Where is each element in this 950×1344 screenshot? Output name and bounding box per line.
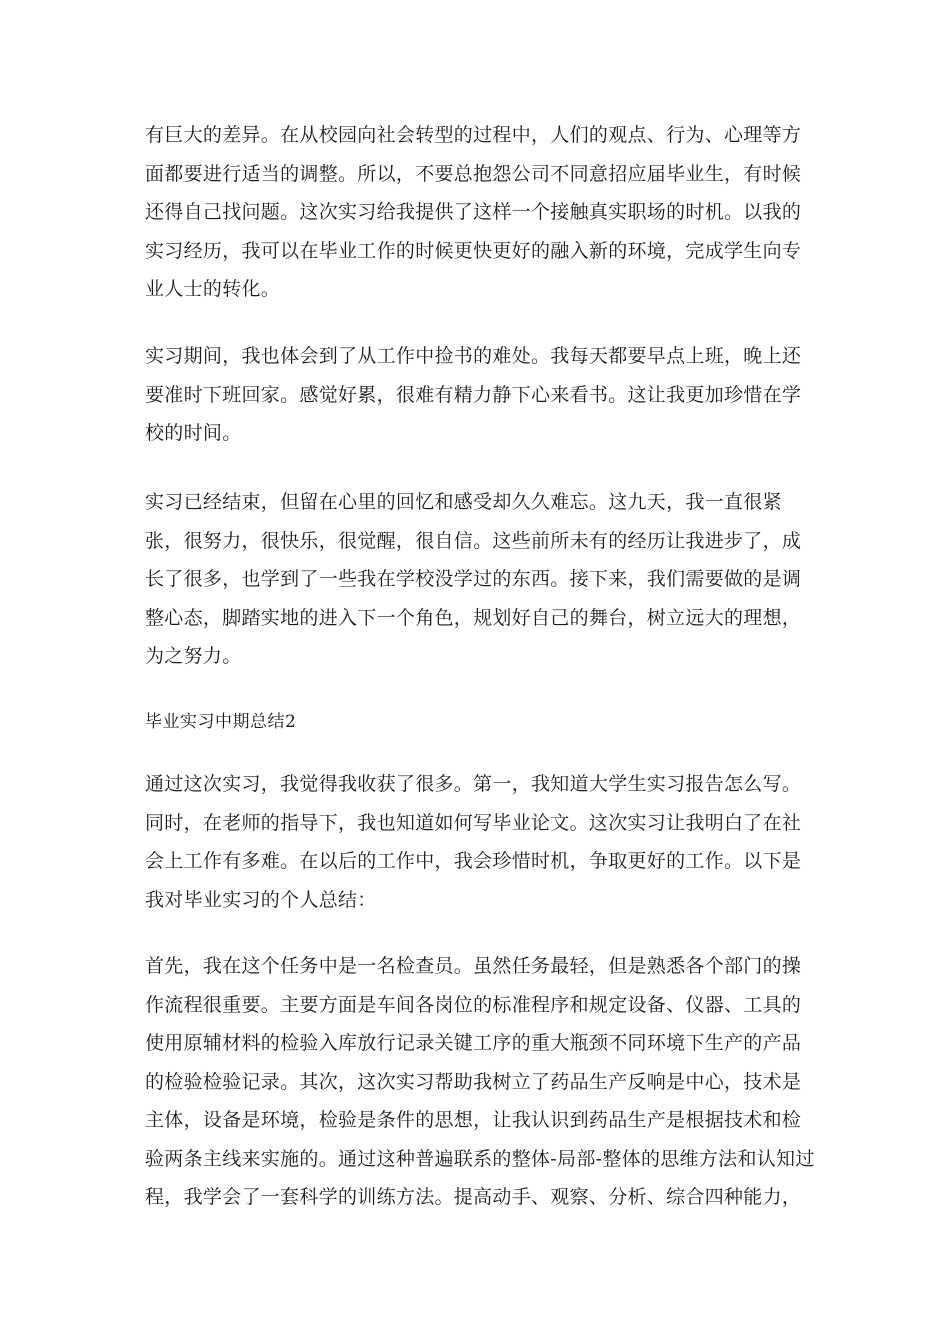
paragraph-internship-ended: 实习已经结束，但留在心里的回忆和感受却久久难忘。这九天，我一直很紧张，很努力，很快乐，很觉醒，很自信。这些前所未有的经历让我进步了，成长了很多，也学到了一些我在学校没学过的东西。接下来，我们需要做的是调整心态，脚踏实地的进入下一个角色，规划好自己的舞台，树立远大的理想，为之努力。 <box>145 491 802 667</box>
section-heading: 毕业实习中期总结2 <box>145 712 297 732</box>
paragraph-gains: 通过这次实习，我觉得我收获了很多。第一，我知道大学生实习报告怎么写。同时，在老师的指导下，我也知道如何写毕业论文。这次实习让我明白了在社会上工作有多难。在以后的工作中，我会珍惜时机，争取更好的工作。以下是我对毕业实习的个人总结： <box>145 773 802 911</box>
paragraph-inspector-role: 首先，我在这个任务中是一名检查员。虽然任务最轻，但是熟悉各个部门的操作流程很重要。主要方面是车间各岗位的标准程序和规定设备、仪器、工具的使用原辅材料的检验入库放行记录关键工序的重大瓶颈不同环境下生产的产品的检验检验记录。其次，这次实习帮助我树立了药品生产反响是中心，技术是主体，设备是环境，检验是条件的思想，让我认识到药品生产是根据技术和检验两条主线来实施的。通过这种普遍联系的整体-局部-整体的思维方法和认知过程，我学会了一套科学的训练方法。提高动手、观察、分析、综合四种能力， <box>145 955 815 1208</box>
paragraph-internship-period: 实习期间，我也体会到了从工作中捡书的难处。我每天都要早点上班，晚上还要准时下班回家。感觉好累，很难有精力静下心来看书。这让我更加珍惜在学校的时间。 <box>145 345 802 444</box>
paragraph-transition: 有巨大的差异。在从校园向社会转型的过程中，人们的观点、行为、心理等方面都要进行适当的调整。所以，不要总抱怨公司不同意招应届毕业生，有时候还得自己找问题。这次实习给我提供了这样一个接触真实职场的时机。以我的实习经历，我可以在毕业工作的时候更快更好的融入新的环境，完成学生向专业人士的转化。 <box>145 124 802 300</box>
